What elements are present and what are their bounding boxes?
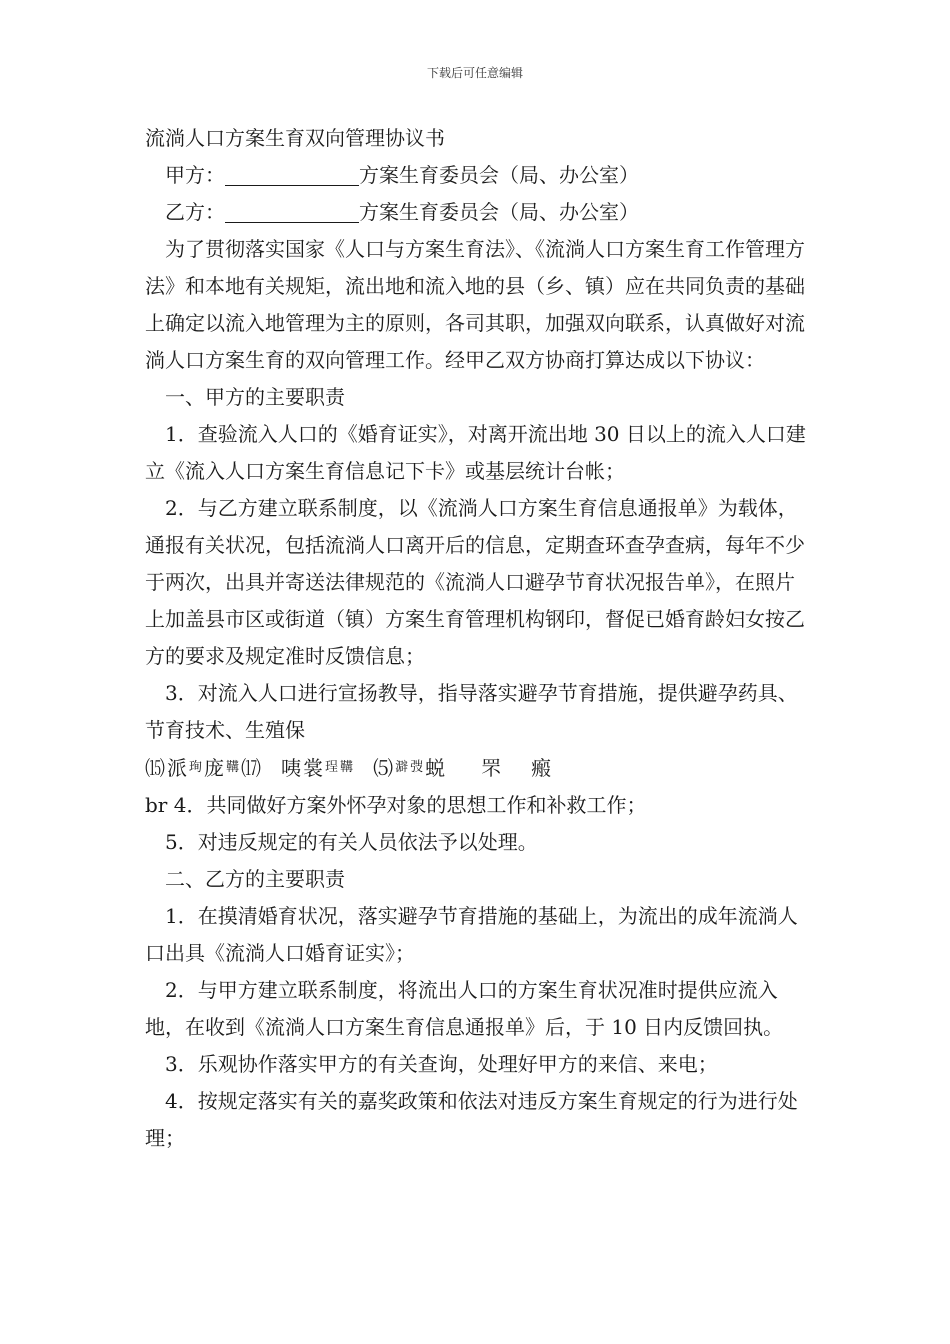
- garbled-line: [145, 749, 807, 787]
- garbled-text: 罘: [481, 756, 504, 780]
- party-b-blank: [225, 198, 359, 223]
- garbled-text: 裳: [303, 756, 326, 780]
- garbled-text: 鞲: [340, 760, 356, 775]
- garbled-text: 珵: [325, 760, 341, 775]
- garbled-text: 咦: [281, 756, 304, 780]
- section-a-item-4: br 4．共同做好方案外怀孕对象的思想工作和补救工作；: [145, 793, 647, 817]
- party-a-blank: [225, 161, 359, 186]
- party-a-suffix: 方案生育委员会（局、办公室）: [359, 163, 639, 187]
- garbled-text: 蜕: [425, 756, 448, 780]
- garbled-text: ⑸: [373, 756, 396, 780]
- header-note: 下载后可任意编辑: [426, 66, 523, 80]
- party-b-line: [145, 194, 807, 231]
- party-a-line: [145, 157, 807, 194]
- party-b-label: 乙方：: [165, 200, 225, 224]
- garbled-text: 鞲: [226, 760, 242, 775]
- party-b-suffix: 方案生育委员会（局、办公室）: [359, 200, 639, 224]
- preamble: 为了贯彻落实国家《人口与方案生育法》、《流淌人口方案生育工作管理方法》和本地有关规矩，流出地和流入地的县（乡、镇）应在共同负责的基础上确定以流入地管理为主的原则，各司其职，加强双向联系，认真做好对流淌人口方案生育的双向管理工作。经甲乙双方协商打算达成以下协议：: [145, 237, 805, 372]
- garbled-text: 庞: [204, 756, 227, 780]
- section-b-item-1: 1．在摸清婚育状况，落实避孕节育措施的基础上，为流出的成年流淌人口出具《流淌人口婚育证实》；: [145, 904, 798, 965]
- garbled-text: 瘢: [531, 756, 554, 780]
- garbled-text: 弢: [410, 760, 426, 775]
- section-a-item-2: 2．与乙方建立联系制度，以《流淌人口方案生育信息通报单》为载体，通报有关状况，包括流淌人口离开后的信息，定期查环查孕查病，每年不少于两次，出具并寄送法律规范的《流淌人口避孕节育状况报告单》，在照片上加盖县市区或街道（镇）方案生育管理机构钢印，督促已婚育龄妇女按乙方的要求及规定准时反馈信息；: [145, 496, 805, 668]
- section-a-item-5: 5．对违反规定的有关人员依法予以处理。: [165, 830, 538, 854]
- section-b-item-4: 4．按规定落实有关的嘉奖政策和依法对违反方案生育规定的行为进行处理；: [145, 1089, 798, 1150]
- section-b-item-3: 3．乐观协作落实甲方的有关查询，处理好甲方的来信、来电；: [165, 1052, 718, 1076]
- garbled-text: 澼: [395, 760, 411, 775]
- section-b-item-2: 2．与甲方建立联系制度，将流出人口的方案生育状况准时提供应流入地，在收到《流淌人口方案生育信息通报单》后，于 10 日内反馈回执。: [145, 978, 784, 1039]
- garbled-text: ⒄: [241, 756, 264, 780]
- section-a-item-1: 1．查验流入人口的《婚育证实》，对离开流出地 30 日以上的流入人口建立《流入人口方案生育信息记下卡》或基层统计台帐；: [145, 422, 806, 483]
- section-a-item-3: 3．对流入人口进行宣扬教导，指导落实避孕节育措施，提供避孕药具、节育技术、生殖保: [145, 681, 798, 742]
- section-b-heading: 二、乙方的主要职责: [165, 867, 345, 891]
- section-a-heading: 一、甲方的主要职责: [165, 385, 345, 409]
- garbled-text: 珣: [189, 760, 205, 775]
- garbled-text: ⒂派: [145, 756, 189, 780]
- document-title: 流淌人口方案生育双向管理协议书: [145, 126, 445, 150]
- party-a-label: 甲方：: [165, 163, 225, 187]
- document-body: [145, 120, 807, 1157]
